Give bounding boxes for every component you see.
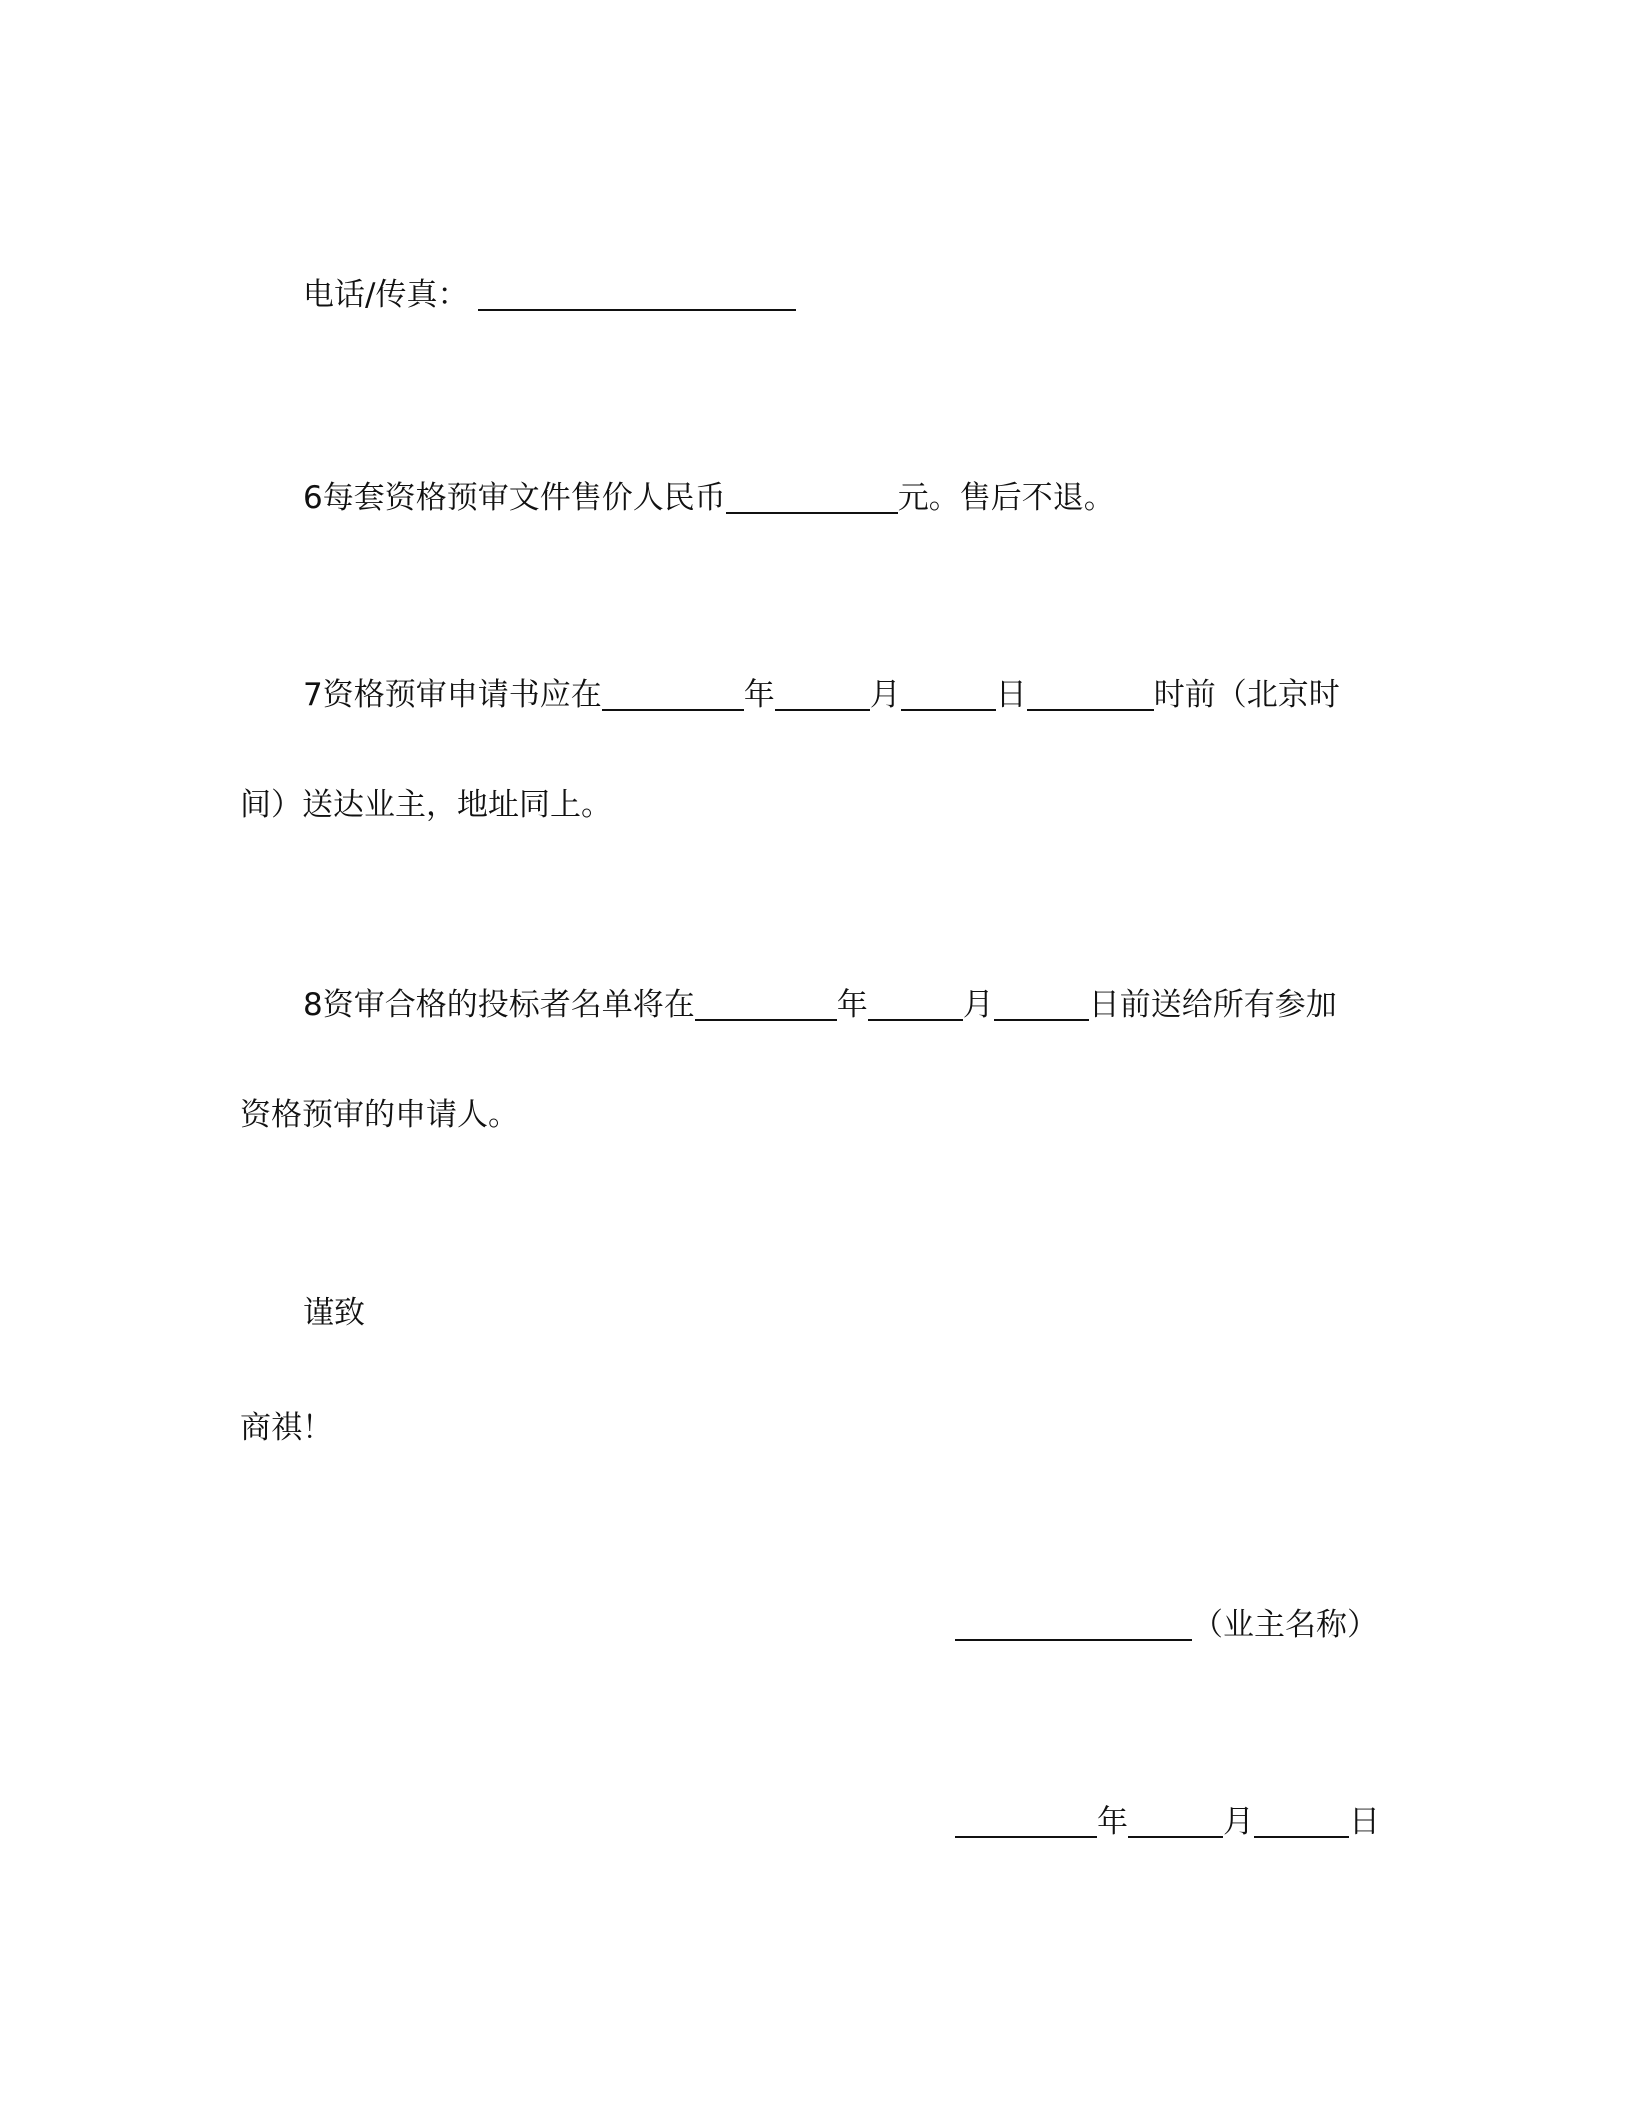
item7-month-blank [775,679,870,711]
item7-day-label: 日 [995,677,1027,713]
item6-line [303,478,1115,518]
item7-text-after: 时前（北京时 [1153,677,1340,713]
contact-line [303,275,796,315]
item8-text-after: 日前送给所有参加 [1088,987,1337,1023]
item7-text-before: 7资格预审申请书应在 [303,677,602,713]
item7-day-blank [901,679,996,711]
item7-year-label: 年 [743,677,775,713]
signature-year-blank [955,1806,1097,1838]
item8-year-label: 年 [836,987,868,1023]
item7-hour-blank [1027,679,1154,711]
signature-year-label: 年 [1097,1804,1128,1840]
item8-year-blank [695,989,837,1021]
signature-day-label: 日 [1349,1804,1380,1840]
item8-continuation: 资格预审的申请人。 [240,1097,519,1133]
item7-continuation: 间）送达业主，地址同上。 [240,787,612,823]
item8-day-blank [994,989,1089,1021]
owner-name-blank [955,1609,1192,1641]
owner-signature-line [955,1605,1378,1645]
signature-month-blank [1128,1806,1223,1838]
item7-line [303,675,1340,715]
item8-line [303,985,1337,1025]
item7-year-blank [602,679,744,711]
signature-date-line [955,1802,1380,1842]
closing-line-1: 谨致 [303,1295,365,1331]
item7-month-label: 月 [869,677,901,713]
signature-month-label: 月 [1223,1804,1254,1840]
item8-text-before: 8资审合格的投标者名单将在 [303,987,695,1023]
item8-month-label: 月 [962,987,994,1023]
item6-text-after: 元。售后不退。 [897,480,1115,516]
contact-label: 电话/传真： [303,277,469,313]
owner-name-label: （业主名称） [1192,1607,1378,1643]
item6-text-before: 6每套资格预审文件售价人民币 [303,480,726,516]
item6-price-blank [726,482,898,514]
signature-day-blank [1254,1806,1349,1838]
item8-month-blank [868,989,963,1021]
contact-blank [478,279,796,311]
closing-line-2: 商祺！ [240,1410,333,1446]
